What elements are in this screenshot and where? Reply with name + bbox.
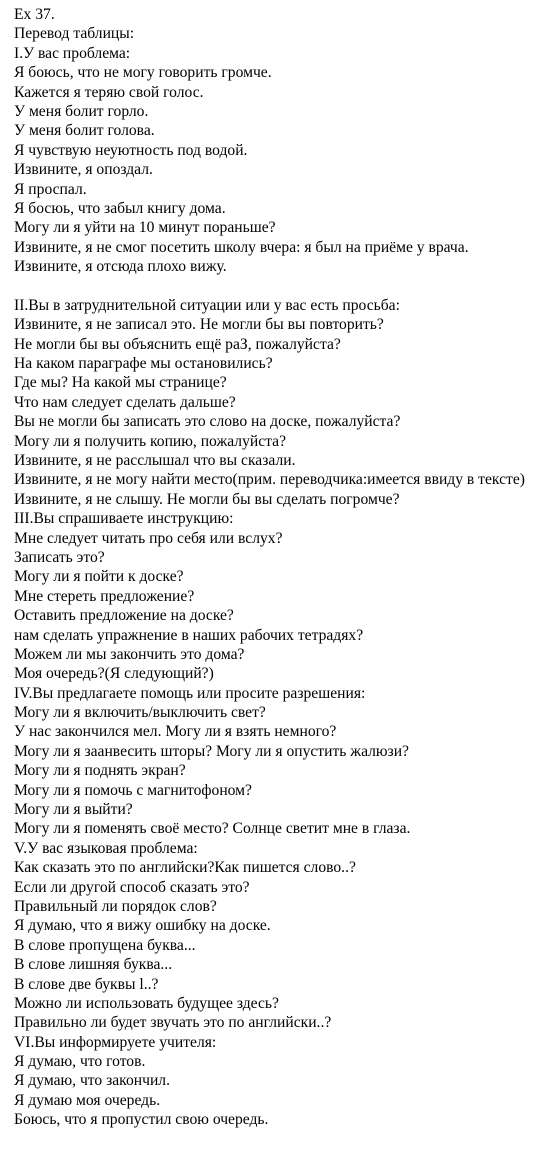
section-5-line: В слове пропущена буква... — [14, 936, 196, 954]
section-2-line: Извините, я не расслышал что вы сказали. — [14, 451, 296, 469]
section-1-line: Извините, я отсюда плохо вижу. — [14, 258, 227, 276]
section-2-line: Не могли бы вы объяснить ещё раЗ, пожалуйста? — [14, 335, 341, 353]
section-1-line: Я чувствую неуютность под водой. — [14, 141, 248, 159]
section-5-line: В слове две буквы l..? — [14, 975, 159, 993]
section-3-line: Записать это? — [14, 548, 105, 566]
section-6-line: Я думаю, что закончил. — [14, 1072, 170, 1090]
blank-line — [14, 276, 550, 295]
section-2-line: Извините, я не записал это. Не могли бы вы повторить? — [14, 316, 384, 334]
section-5-line: Правильный ли порядок слов? — [14, 897, 217, 915]
section-3-line: Можем ли мы закончить это дома? — [14, 645, 245, 663]
section-1-line: Извините, я не смог посетить школу вчера: я был на приёме у врача. — [14, 238, 469, 256]
section-4-line: Могу ли я включить/выключить свет? — [14, 704, 266, 722]
section-heading-1: I.У вас проблема: — [14, 44, 131, 62]
section-2-line: Где мы? На какой мы странице? — [14, 374, 227, 392]
section-4-line: Могу ли я заанвесить шторы? Могу ли я опустить жалюзи? — [14, 742, 409, 760]
document-title: Перевод таблицы: — [14, 25, 135, 43]
section-4-line: Могу ли я поднять экран? — [14, 762, 186, 780]
section-5-line: Можно ли использовать будущее здесь? — [14, 994, 279, 1012]
section-1-line: Я босюь, что забыл книгу дома. — [14, 199, 226, 217]
section-1-line: Кажется я теряю свой голос. — [14, 83, 204, 101]
section-1-line: Извините, я опоздал. — [14, 161, 153, 179]
section-5-line: Как сказать это по английски?Как пишется слово..? — [14, 859, 356, 877]
section-heading-4: IV.Вы предлагаете помощь или просите разрешения: — [14, 684, 366, 702]
section-4-line: Могу ли я поменять своё место? Солнце светит мне в глаза. — [14, 820, 411, 838]
section-5-line: Если ли другой способ сказать это? — [14, 878, 250, 896]
section-2-line: Извините, я не слышу. Не могли бы вы сделать погромче? — [14, 490, 400, 508]
section-heading-2: II.Вы в затруднительной ситуации или у вас есть просьба: — [14, 296, 400, 314]
section-4-line: Могу ли я выйти? — [14, 801, 133, 819]
section-1-line: У меня болит горло. — [14, 102, 149, 120]
section-4-line: Могу ли я помочь с магнитофоном? — [14, 781, 252, 799]
section-1-line: Я проспал. — [14, 180, 87, 198]
section-1-line: Могу ли я уйти на 10 минут пораньше? — [14, 219, 276, 237]
section-6-line: Я думаю моя очередь. — [14, 1091, 161, 1109]
section-3-line: Оставить предложение на доске? — [14, 607, 234, 625]
section-1-line: Я боюсь, что не могу говорить громче. — [14, 64, 272, 82]
section-5-line: Я думаю, что я вижу ошибку на доске. — [14, 917, 271, 935]
section-3-line: Мне стереть предложение? — [14, 587, 195, 605]
section-6-line: Я думаю, что готов. — [14, 1053, 146, 1071]
section-2-line: Извините, я не могу найти место(прим. переводчика:имеется ввиду в тексте) — [14, 471, 525, 489]
section-3-line: Моя очередь?(Я следующий?) — [14, 665, 214, 683]
section-2-line: Вы не могли бы записать это слово на доске, пожалуйста? — [14, 413, 401, 431]
document-page — [14, 5, 550, 1130]
section-3-line: нам сделать упражнение в наших рабочих тетрадях? — [14, 626, 364, 644]
section-5-line: В слове лишняя буква... — [14, 956, 173, 974]
section-2-line: На каком параграфе мы остановились? — [14, 355, 273, 373]
section-1-line: У меня болит голова. — [14, 122, 155, 140]
section-3-line: Могу ли я пойти к доске? — [14, 568, 184, 586]
section-heading-6: VI.Вы информируете учителя: — [14, 1033, 217, 1051]
section-6-line: Боюсь, что я пропустил свою очередь. — [14, 1111, 269, 1129]
section-4-line: У нас закончился мел. Могу ли я взять немного? — [14, 723, 337, 741]
exercise-number: Ex 37. — [14, 6, 55, 23]
section-3-line: Мне следует читать про себя или вслух? — [14, 529, 283, 547]
section-heading-5: V.У вас языковая проблема: — [14, 839, 198, 857]
section-2-line: Могу ли я получить копию, пожалуйста? — [14, 432, 286, 450]
section-2-line: Что нам следует сделать дальше? — [14, 393, 236, 411]
section-5-line: Правильно ли будет звучать это по английски..? — [14, 1014, 332, 1032]
section-heading-3: III.Вы спрашиваете инструкцию: — [14, 510, 234, 528]
